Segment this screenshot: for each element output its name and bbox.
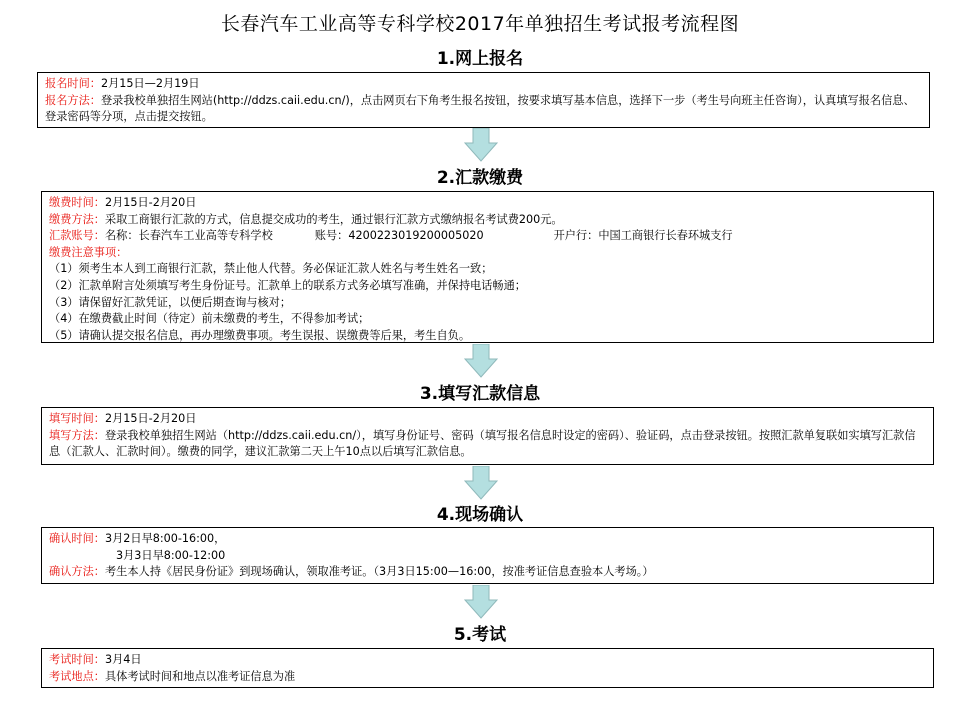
step-3-time-row xyxy=(49,411,926,428)
step-5-place-label: 考试地点： xyxy=(49,669,105,683)
flow-arrow-4 xyxy=(464,585,498,619)
step-1-box xyxy=(37,72,930,128)
step-3-method-row xyxy=(49,428,926,461)
step-2-note-item: （1）须考生本人到工商银行汇款，禁止他人代替。务必保证汇款人姓名与考生姓名一致； xyxy=(49,262,493,276)
step-3-method-label: 填写方法： xyxy=(49,428,105,442)
step-2-time-row xyxy=(49,195,926,212)
step-1-time-row xyxy=(45,76,922,93)
step-2-note-item: （2）汇款单附言处须填写考生身份证号。汇款单上的联系方式务必填写准确，并保持电话畅通； xyxy=(49,278,526,292)
step-3-box xyxy=(41,407,934,465)
step-3-method-value: 登录我校单独招生网站（http://ddzs.caii.edu.cn/），填写身份证号、密码（填写报名信息时设定的密码）、验证码，点击登录按钮。按照汇款单复联如实填写汇款信息（汇款人、汇款时间）。缴费的同学，建议汇款第二天上午10点以后填写汇款信息。 xyxy=(49,428,916,459)
step-5-place-value: 具体考试时间和地点以准考证信息为准 xyxy=(104,669,296,683)
step-2-method-row xyxy=(49,212,926,229)
step-3-time-label: 填写时间： xyxy=(49,412,105,425)
step-1-method-value: 登录我校单独招生网站(http://ddzs.caii.edu.cn/)，点击网页右下角考生报名按钮，按要求填写基本信息，选择下一步（考生号向班主任咨询），认真填写报名信息、登录密码等分项，点击提交按钮。 xyxy=(45,93,915,124)
step-4-time-value-1: 3月2日早8:00-16:00， xyxy=(104,532,226,545)
page-title: 长春汽车工业高等专科学校2017年单独招生考试报考流程图 xyxy=(220,13,740,35)
step-4-time-label: 确认时间： xyxy=(49,532,105,545)
step-2-notes-label: 缴费注意事项： xyxy=(49,245,128,259)
step-2-box xyxy=(41,191,934,343)
step-4-time-row xyxy=(49,531,926,548)
flow-arrow-2 xyxy=(464,344,498,378)
step-2-time-label: 缴费时间： xyxy=(49,196,105,209)
step-1-method-row xyxy=(45,93,922,126)
step-2-method-value: 采取工商银行汇款的方式，信息提交成功的考生，通过银行汇款方式缴纳报名考试费200元。 xyxy=(104,212,563,226)
step-2-method-label: 缴费方法： xyxy=(49,212,105,226)
step-2-notes-heading xyxy=(49,245,926,262)
step-1-time-label: 报名时间： xyxy=(45,77,101,90)
step-2-title: 2.汇款缴费 xyxy=(436,168,524,188)
step-2-note-item: （3）请保留好汇款凭证，以便后期查询与核对； xyxy=(49,295,292,309)
step-4-method-row xyxy=(49,564,926,581)
step-5-title: 5.考试 xyxy=(453,625,507,645)
step-2-account-label: 汇款账号： xyxy=(49,229,105,243)
step-2-account-number: 账号：4200223019200005020 xyxy=(314,229,484,243)
step-1-time-value: 2月15日—2月19日 xyxy=(100,77,200,90)
step-2-account-row xyxy=(49,228,926,245)
step-4-method-value: 考生本人持《居民身份证》到现场确认，领取准考证。（3月3日15:00—16:00，按准考证信息查验本人考场。） xyxy=(104,565,654,579)
step-5-time-label: 考试时间： xyxy=(49,653,105,666)
step-5-place-row xyxy=(49,669,926,686)
step-5-time-row xyxy=(49,652,926,669)
step-4-title: 4.现场确认 xyxy=(436,505,524,525)
step-1-method-label: 报名方法： xyxy=(45,93,101,107)
step-1-title: 1.网上报名 xyxy=(436,49,524,69)
step-3-title: 3.填写汇款信息 xyxy=(419,384,541,404)
step-2-note-item: （5）请确认提交报名信息，再办理缴费事项。考生误报、误缴费等后果，考生自负。 xyxy=(49,328,471,342)
flow-arrow-3 xyxy=(464,466,498,500)
step-3-time-value: 2月15日-2月20日 xyxy=(104,412,197,425)
flow-arrow-1 xyxy=(464,128,498,162)
step-4-time-value-2: 3月3日早8:00-12:00 xyxy=(116,548,226,562)
step-2-account-name: 名称：长春汽车工业高等专科学校 xyxy=(104,229,273,243)
step-2-account-bank: 开户行：中国工商银行长春环城支行 xyxy=(553,229,733,243)
step-2-note-item: （4）在缴费截止时间（待定）前未缴费的考生，不得参加考试； xyxy=(49,312,370,326)
step-4-box xyxy=(41,527,934,584)
step-2-time-value: 2月15日-2月20日 xyxy=(104,196,197,209)
step-5-time-value: 3月4日 xyxy=(104,653,142,666)
step-4-time-row-2 xyxy=(49,548,926,565)
step-4-method-label: 确认方法： xyxy=(49,565,105,579)
step-5-box xyxy=(41,648,934,688)
